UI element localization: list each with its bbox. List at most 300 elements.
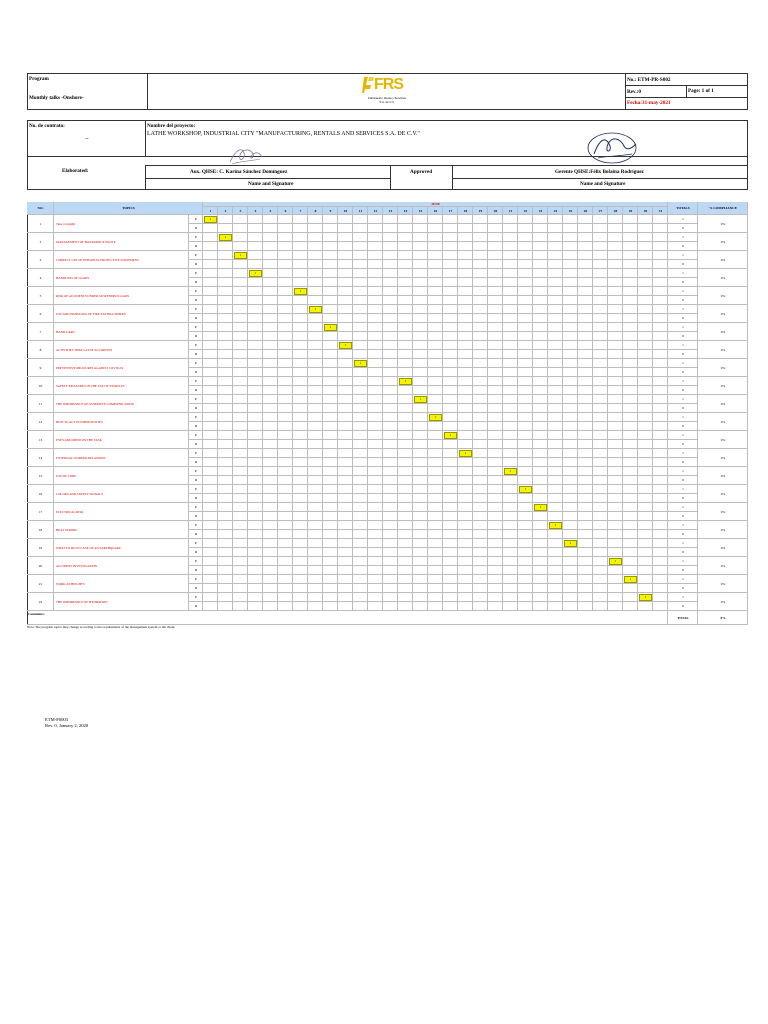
day-cell-p bbox=[458, 521, 473, 530]
day-cell-p bbox=[338, 323, 353, 332]
day-cell-r bbox=[278, 476, 293, 485]
day-cell-p bbox=[383, 575, 398, 584]
day-number: 15 bbox=[418, 209, 423, 213]
day-cell-p bbox=[263, 359, 278, 368]
row-total-p: 1 bbox=[682, 397, 684, 401]
day-cell-r bbox=[263, 458, 278, 467]
day-cell-r bbox=[428, 476, 443, 485]
day-cell-r bbox=[443, 332, 458, 341]
day-cell-r bbox=[218, 602, 233, 611]
day-cell-p bbox=[638, 359, 653, 368]
day-cell-p bbox=[248, 341, 263, 350]
day-cell-p bbox=[368, 395, 383, 404]
day-cell-p bbox=[533, 449, 548, 458]
day-cell-p bbox=[263, 341, 278, 350]
day-cell-p bbox=[653, 467, 668, 476]
day-cell-p bbox=[548, 359, 563, 368]
day-number: 25 bbox=[568, 209, 573, 213]
day-cell-r bbox=[593, 224, 608, 233]
day-cell-p bbox=[623, 431, 638, 440]
row-topic: HAND CARE bbox=[56, 330, 75, 334]
day-cell-p bbox=[353, 323, 368, 332]
day-cell-r bbox=[623, 332, 638, 341]
day-cell-r bbox=[218, 242, 233, 251]
row-number: 17 bbox=[38, 510, 43, 514]
day-cell-r bbox=[353, 584, 368, 593]
day-cell-r bbox=[428, 386, 443, 395]
row-r-label: R bbox=[194, 352, 198, 356]
day-cell-p bbox=[383, 269, 398, 278]
day-cell-p bbox=[518, 269, 533, 278]
planned-mark bbox=[204, 216, 217, 223]
day-cell-p bbox=[563, 485, 578, 494]
day-cell-r bbox=[218, 260, 233, 269]
day-cell-r bbox=[203, 386, 218, 395]
day-cell-r bbox=[233, 530, 248, 539]
day-cell-r bbox=[383, 350, 398, 359]
day-cell-p bbox=[413, 431, 428, 440]
planned-mark-value: 1 bbox=[419, 397, 422, 401]
day-cell-p bbox=[218, 431, 233, 440]
day-cell-r bbox=[383, 476, 398, 485]
day-cell-r bbox=[293, 224, 308, 233]
day-number: 6 bbox=[284, 209, 287, 213]
day-cell-p bbox=[248, 413, 263, 422]
row-total-p: 1 bbox=[682, 433, 684, 437]
day-cell-p bbox=[218, 359, 233, 368]
day-cell-r bbox=[398, 314, 413, 323]
day-cell-r bbox=[248, 422, 263, 431]
row-p-label: P bbox=[195, 253, 197, 257]
day-cell-r bbox=[203, 584, 218, 593]
day-cell-r bbox=[428, 314, 443, 323]
day-cell-p bbox=[203, 593, 218, 602]
day-cell-r bbox=[323, 350, 338, 359]
day-cell-p bbox=[488, 269, 503, 278]
day-cell-r bbox=[488, 332, 503, 341]
row-compliance: 0% bbox=[720, 510, 726, 514]
day-cell-r bbox=[443, 440, 458, 449]
day-cell-p bbox=[353, 593, 368, 602]
day-cell-p bbox=[473, 251, 488, 260]
day-cell-p bbox=[578, 467, 593, 476]
day-cell-r bbox=[533, 458, 548, 467]
day-cell-p bbox=[488, 575, 503, 584]
day-cell-r bbox=[368, 296, 383, 305]
day-cell-r bbox=[623, 314, 638, 323]
day-cell-r bbox=[278, 332, 293, 341]
day-cell-r bbox=[323, 224, 338, 233]
day-cell-p bbox=[398, 431, 413, 440]
day-cell-p bbox=[638, 467, 653, 476]
day-cell-r bbox=[428, 404, 443, 413]
day-cell-r bbox=[353, 566, 368, 575]
day-cell-r bbox=[248, 566, 263, 575]
footer-code: ETM-F0003 bbox=[45, 717, 68, 722]
day-cell-r bbox=[368, 278, 383, 287]
day-cell-r bbox=[353, 296, 368, 305]
comments-label: Comments: bbox=[28, 612, 45, 616]
day-cell-r bbox=[563, 386, 578, 395]
row-topic: WORK AT HEIGHTS bbox=[56, 582, 85, 586]
day-cell-r bbox=[383, 422, 398, 431]
day-cell-r bbox=[548, 296, 563, 305]
day-cell-r bbox=[233, 602, 248, 611]
row-total-p: 1 bbox=[682, 217, 684, 221]
day-cell-p bbox=[443, 503, 458, 512]
day-cell-p bbox=[278, 377, 293, 386]
day-cell-p bbox=[263, 503, 278, 512]
day-cell-r bbox=[548, 494, 563, 503]
day-cell-r bbox=[563, 458, 578, 467]
day-cell-p bbox=[488, 359, 503, 368]
day-cell-r bbox=[203, 512, 218, 521]
day-cell-r bbox=[443, 296, 458, 305]
day-cell-p bbox=[443, 485, 458, 494]
day-cell-r bbox=[473, 440, 488, 449]
day-cell-r bbox=[428, 278, 443, 287]
day-cell-p bbox=[233, 323, 248, 332]
day-cell-r bbox=[368, 332, 383, 341]
day-cell-r bbox=[533, 260, 548, 269]
day-cell-p bbox=[323, 485, 338, 494]
row-topic: HEAT STROKE bbox=[56, 528, 78, 532]
day-cell-r bbox=[203, 260, 218, 269]
day-cell-p bbox=[263, 233, 278, 242]
day-cell-p bbox=[518, 539, 533, 548]
day-cell-p bbox=[653, 359, 668, 368]
day-cell-p bbox=[593, 449, 608, 458]
day-cell-p bbox=[308, 251, 323, 260]
day-cell-p bbox=[248, 485, 263, 494]
day-cell-p bbox=[278, 323, 293, 332]
col-month-header: JUNE bbox=[431, 202, 440, 206]
day-cell-p bbox=[308, 287, 323, 296]
day-cell-r bbox=[353, 278, 368, 287]
day-cell-r bbox=[593, 278, 608, 287]
row-total-r: 0 bbox=[682, 280, 684, 284]
day-cell-p bbox=[263, 215, 278, 224]
day-cell-r bbox=[293, 602, 308, 611]
day-cell-p bbox=[368, 359, 383, 368]
day-cell-r bbox=[368, 602, 383, 611]
day-cell-r bbox=[203, 458, 218, 467]
day-cell-r bbox=[593, 548, 608, 557]
row-number: 7 bbox=[39, 330, 42, 334]
day-cell-p bbox=[548, 215, 563, 224]
day-cell-p bbox=[488, 485, 503, 494]
day-cell-p bbox=[443, 575, 458, 584]
day-cell-r bbox=[638, 566, 653, 575]
day-cell-r bbox=[518, 548, 533, 557]
day-cell-p bbox=[428, 377, 443, 386]
day-cell-r bbox=[338, 314, 353, 323]
day-cell-r bbox=[578, 278, 593, 287]
day-cell-p bbox=[503, 395, 518, 404]
day-cell-r bbox=[368, 242, 383, 251]
day-cell-p bbox=[353, 269, 368, 278]
row-topic: ELECTRICAL RISK bbox=[56, 510, 84, 514]
planned-mark bbox=[444, 432, 457, 439]
day-cell-p bbox=[263, 269, 278, 278]
day-cell-p bbox=[263, 323, 278, 332]
day-cell-p bbox=[503, 287, 518, 296]
header-divider-left bbox=[147, 73, 148, 110]
day-cell-r bbox=[413, 278, 428, 287]
day-cell-p bbox=[638, 503, 653, 512]
day-cell-p bbox=[248, 377, 263, 386]
row-p-label: P bbox=[195, 505, 197, 509]
day-cell-p bbox=[398, 233, 413, 242]
day-cell-p bbox=[353, 449, 368, 458]
approved-name: Gerente QHSE:Félix Bolaina Rodríguez bbox=[555, 169, 644, 175]
day-cell-p bbox=[233, 575, 248, 584]
day-cell-p bbox=[263, 287, 278, 296]
day-cell-r bbox=[593, 404, 608, 413]
day-cell-p bbox=[368, 449, 383, 458]
day-cell-p bbox=[293, 395, 308, 404]
day-cell-p bbox=[413, 521, 428, 530]
day-cell-r bbox=[338, 530, 353, 539]
day-cell-r bbox=[578, 404, 593, 413]
day-cell-r bbox=[428, 566, 443, 575]
row-total-p: 1 bbox=[682, 361, 684, 365]
row-r-label: R bbox=[194, 424, 198, 428]
day-cell-p bbox=[248, 215, 263, 224]
day-cell-p bbox=[578, 449, 593, 458]
day-number: 5 bbox=[269, 209, 272, 213]
day-number: 26 bbox=[583, 209, 588, 213]
day-cell-p bbox=[578, 539, 593, 548]
day-cell-p bbox=[323, 521, 338, 530]
row-number: 18 bbox=[38, 528, 43, 532]
day-cell-p bbox=[293, 539, 308, 548]
day-cell-p bbox=[578, 503, 593, 512]
day-cell-r bbox=[338, 584, 353, 593]
day-cell-p bbox=[218, 305, 233, 314]
day-cell-r bbox=[593, 584, 608, 593]
planned-mark bbox=[219, 234, 232, 241]
day-cell-r bbox=[413, 350, 428, 359]
day-cell-r bbox=[308, 224, 323, 233]
day-cell-p bbox=[563, 557, 578, 566]
day-cell-r bbox=[578, 476, 593, 485]
day-cell-p bbox=[233, 557, 248, 566]
day-cell-p bbox=[638, 323, 653, 332]
day-cell-p bbox=[503, 251, 518, 260]
day-cell-r bbox=[443, 242, 458, 251]
day-cell-r bbox=[563, 296, 578, 305]
day-cell-p bbox=[428, 233, 443, 242]
row-total-r: 0 bbox=[682, 388, 684, 392]
day-cell-p bbox=[368, 341, 383, 350]
day-cell-r bbox=[323, 422, 338, 431]
row-total-r: 0 bbox=[682, 532, 684, 536]
row-total-r: 0 bbox=[682, 424, 684, 428]
day-cell-r bbox=[323, 476, 338, 485]
day-cell-p bbox=[428, 575, 443, 584]
total-pct: 0% bbox=[720, 616, 726, 620]
day-cell-r bbox=[623, 494, 638, 503]
day-cell-r bbox=[653, 458, 668, 467]
day-cell-r bbox=[548, 440, 563, 449]
day-cell-r bbox=[308, 566, 323, 575]
row-topic: HANDLING OF LOADS bbox=[56, 276, 90, 280]
day-cell-p bbox=[443, 413, 458, 422]
day-cell-p bbox=[458, 593, 473, 602]
logo-line-2: S.A. de C.V. bbox=[379, 100, 395, 104]
day-cell-p bbox=[218, 539, 233, 548]
day-cell-p bbox=[428, 449, 443, 458]
day-cell-r bbox=[428, 242, 443, 251]
day-cell-r bbox=[563, 512, 578, 521]
row-topic: MANAGEMENT OF HAZARDOUS WASTE bbox=[56, 240, 116, 244]
day-cell-r bbox=[473, 530, 488, 539]
day-cell-p bbox=[533, 413, 548, 422]
day-cell-p bbox=[263, 575, 278, 584]
planned-mark-value: 1 bbox=[359, 361, 362, 365]
schedule-grid bbox=[27, 202, 748, 619]
day-cell-p bbox=[518, 521, 533, 530]
day-cell-r bbox=[203, 332, 218, 341]
planned-mark-value: 1 bbox=[404, 379, 407, 383]
day-cell-r bbox=[323, 548, 338, 557]
day-cell-r bbox=[503, 422, 518, 431]
day-cell-p bbox=[203, 431, 218, 440]
day-cell-p bbox=[323, 341, 338, 350]
day-cell-r bbox=[608, 296, 623, 305]
day-cell-r bbox=[413, 404, 428, 413]
day-cell-r bbox=[593, 494, 608, 503]
day-cell-p bbox=[218, 557, 233, 566]
day-cell-r bbox=[473, 584, 488, 593]
row-number: 22 bbox=[38, 600, 43, 604]
day-cell-p bbox=[398, 269, 413, 278]
day-cell-r bbox=[278, 350, 293, 359]
planned-mark-value: 1 bbox=[449, 433, 452, 437]
day-cell-p bbox=[548, 467, 563, 476]
day-cell-p bbox=[233, 287, 248, 296]
day-cell-p bbox=[443, 593, 458, 602]
day-cell-p bbox=[473, 377, 488, 386]
day-cell-r bbox=[203, 242, 218, 251]
day-cell-r bbox=[353, 458, 368, 467]
day-cell-p bbox=[263, 593, 278, 602]
day-cell-r bbox=[578, 224, 593, 233]
day-cell-r bbox=[473, 332, 488, 341]
day-cell-r bbox=[533, 476, 548, 485]
planned-mark-value: 1 bbox=[644, 595, 647, 599]
day-cell-r bbox=[338, 296, 353, 305]
day-cell-p bbox=[368, 575, 383, 584]
day-cell-p bbox=[308, 521, 323, 530]
day-cell-r bbox=[368, 494, 383, 503]
day-cell-p bbox=[428, 521, 443, 530]
day-cell-r bbox=[593, 242, 608, 251]
day-cell-r bbox=[578, 584, 593, 593]
day-cell-p bbox=[518, 503, 533, 512]
day-cell-r bbox=[488, 260, 503, 269]
sig-rule-mid bbox=[145, 178, 390, 179]
day-cell-p bbox=[638, 413, 653, 422]
row-r-label: R bbox=[194, 514, 198, 518]
day-cell-p bbox=[203, 233, 218, 242]
day-cell-p bbox=[458, 485, 473, 494]
day-cell-r bbox=[293, 278, 308, 287]
day-cell-r bbox=[503, 386, 518, 395]
day-cell-r bbox=[518, 476, 533, 485]
day-cell-p bbox=[533, 287, 548, 296]
day-cell-r bbox=[443, 278, 458, 287]
day-cell-p bbox=[548, 539, 563, 548]
row-total-r: 0 bbox=[682, 568, 684, 572]
day-cell-p bbox=[548, 323, 563, 332]
day-cell-r bbox=[623, 242, 638, 251]
row-total-p: 1 bbox=[682, 577, 684, 581]
day-cell-p bbox=[593, 287, 608, 296]
day-cell-p bbox=[563, 305, 578, 314]
day-cell-p bbox=[593, 557, 608, 566]
day-cell-p bbox=[638, 575, 653, 584]
day-cell-p bbox=[308, 323, 323, 332]
day-cell-p bbox=[248, 449, 263, 458]
day-cell-r bbox=[323, 242, 338, 251]
day-cell-r bbox=[503, 602, 518, 611]
row-r-label: R bbox=[194, 604, 198, 608]
day-cell-r bbox=[308, 314, 323, 323]
day-cell-p bbox=[458, 305, 473, 314]
planned-mark-value: 1 bbox=[314, 307, 317, 311]
day-cell-r bbox=[578, 314, 593, 323]
day-cell-p bbox=[338, 449, 353, 458]
day-number: 23 bbox=[538, 209, 543, 213]
day-cell-p bbox=[398, 593, 413, 602]
day-cell-r bbox=[278, 440, 293, 449]
day-cell-p bbox=[593, 413, 608, 422]
day-cell-r bbox=[308, 332, 323, 341]
day-cell-p bbox=[203, 395, 218, 404]
day-cell-r bbox=[608, 458, 623, 467]
row-compliance: 0% bbox=[720, 600, 726, 604]
row-total-p: 1 bbox=[682, 379, 684, 383]
day-cell-p bbox=[473, 269, 488, 278]
day-cell-p bbox=[353, 575, 368, 584]
day-cell-p bbox=[278, 413, 293, 422]
day-cell-p bbox=[353, 521, 368, 530]
planned-mark-value: 1 bbox=[239, 253, 242, 257]
day-cell-r bbox=[608, 440, 623, 449]
day-cell-r bbox=[383, 332, 398, 341]
day-cell-r bbox=[608, 386, 623, 395]
day-cell-r bbox=[323, 494, 338, 503]
day-cell-p bbox=[563, 449, 578, 458]
day-cell-r bbox=[443, 584, 458, 593]
row-total-p: 1 bbox=[682, 505, 684, 509]
day-cell-r bbox=[548, 584, 563, 593]
day-cell-r bbox=[398, 512, 413, 521]
day-cell-p bbox=[368, 251, 383, 260]
day-cell-p bbox=[563, 377, 578, 386]
day-cell-r bbox=[458, 494, 473, 503]
day-cell-r bbox=[653, 602, 668, 611]
row-compliance: 0% bbox=[720, 258, 726, 262]
day-cell-r bbox=[263, 530, 278, 539]
day-cell-p bbox=[458, 287, 473, 296]
day-cell-r bbox=[323, 512, 338, 521]
day-cell-p bbox=[488, 395, 503, 404]
day-cell-p bbox=[518, 341, 533, 350]
day-cell-r bbox=[233, 548, 248, 557]
